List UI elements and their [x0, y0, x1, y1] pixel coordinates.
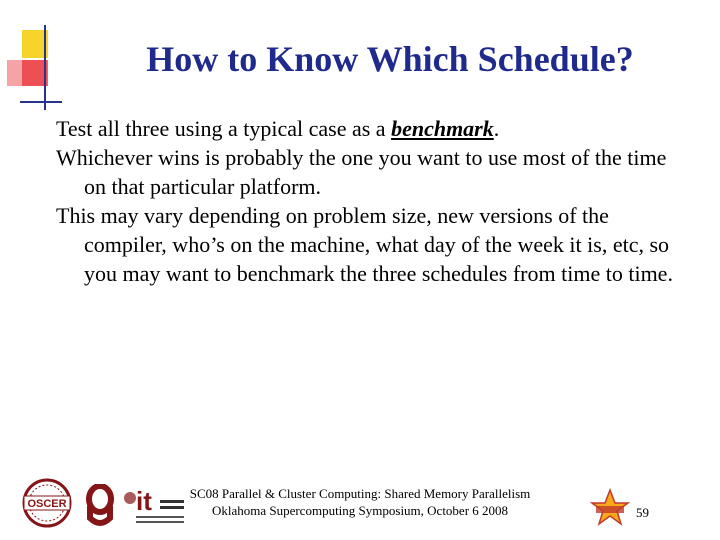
- sc08-star-icon: [590, 488, 630, 526]
- decor-squares-icon: [0, 0, 70, 115]
- page-number: 59: [636, 505, 649, 520]
- paragraph-text-end: .: [493, 116, 500, 141]
- ou-logo-icon: [82, 484, 118, 528]
- keyword-benchmark: benchmark: [391, 116, 494, 141]
- paragraph-text: Whichever wins is probably the one you want to use most of the time on that particular platform.: [56, 145, 667, 199]
- body-paragraph: [56, 201, 686, 288]
- svg-text:it: it: [136, 486, 152, 516]
- footer-line-1: SC08 Parallel & Cluster Computing: Shared Memory Parallelism: [189, 486, 531, 501]
- slide-title: How to Know Which Schedule?: [146, 39, 634, 79]
- slide-body: [56, 114, 686, 288]
- footer-line-2: Oklahoma Supercomputing Symposium, October 6 2008: [211, 503, 509, 518]
- paragraph-text: This may vary depending on problem size, new versions of the compiler, who’s on the machine, what day of the week it is, etc, so you may want to benchmark the three schedules from time to time.: [56, 203, 673, 286]
- oscer-logo-icon: [16, 478, 78, 528]
- svg-text:OSCER: OSCER: [27, 498, 67, 510]
- body-paragraph: [56, 114, 686, 143]
- footer-text: [180, 485, 540, 519]
- paragraph-text: Test all three using a typical case as a: [56, 116, 392, 141]
- it-logo-icon: [122, 484, 186, 528]
- body-paragraph: [56, 143, 686, 201]
